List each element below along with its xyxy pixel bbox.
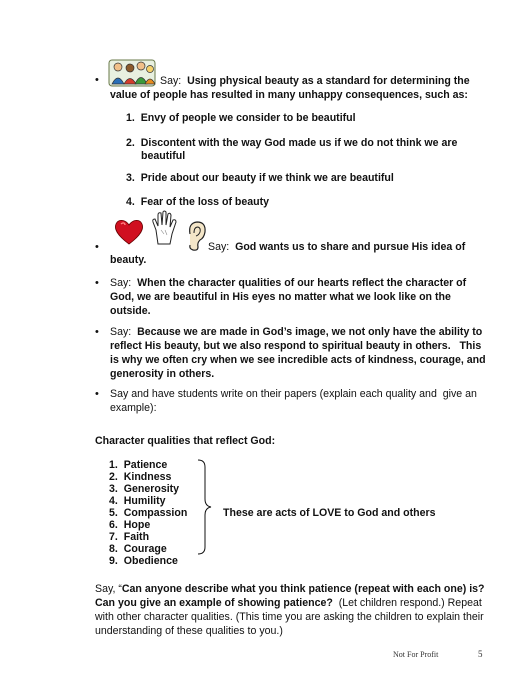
bullet1-line2: value of people has resulted in many unhappy consequences, such as:	[110, 89, 468, 101]
closing-line4: understanding of these qualities to you.)	[95, 625, 283, 637]
list-item: 5. Compassion	[109, 507, 188, 519]
list-item: 3. Pride about our beauty if we think we are beautiful	[126, 172, 394, 184]
hand-icon	[150, 210, 180, 246]
list-item: 4. Humility	[109, 495, 166, 507]
bullet: •	[95, 74, 99, 86]
bullet3-line3: outside.	[110, 305, 151, 317]
qualities-heading: Character qualities that reflect God:	[95, 435, 276, 447]
bullet4-line4: generosity in others.	[110, 368, 215, 380]
bullet1-line1: Say: Using physical beauty as a standard for determining the	[160, 75, 470, 87]
bullet4-line3: is why we often cry when we see incredible acts of kindness, courage, and	[110, 354, 486, 366]
closing-line3: with other character qualities. (This time you are asking the children to explain their	[95, 611, 484, 623]
bullet2-line2: beauty.	[110, 254, 147, 266]
heart-icon	[113, 218, 145, 246]
people-group-icon	[108, 58, 156, 88]
bullet4-line2: reflect His beauty, but we also respond to spiritual beauty in others. This	[110, 340, 482, 352]
closing-line2: Can you give an example of showing patience? (Let children respond.) Repeat	[95, 597, 482, 609]
bullet: •	[95, 388, 99, 400]
list-item: 6. Hope	[109, 519, 151, 531]
love-note: These are acts of LOVE to God and others	[223, 507, 436, 519]
bullet3-line1: Say: When the character qualities of our hearts reflect the character of	[110, 277, 467, 289]
list-item: 7. Faith	[109, 531, 150, 543]
list-item: 9. Obedience	[109, 555, 178, 567]
bullet5-line1: Say and have students write on their papers (explain each quality and give an	[110, 388, 477, 400]
ear-icon	[184, 220, 208, 252]
bullet: •	[95, 326, 99, 338]
list-item-continuation: beautiful	[141, 150, 186, 162]
bullet: •	[95, 241, 99, 253]
curly-brace	[196, 459, 212, 555]
list-item: 4. Fear of the loss of beauty	[126, 196, 270, 208]
list-item: 8. Courage	[109, 543, 167, 555]
list-item: 1. Patience	[109, 459, 168, 471]
list-item: 2. Discontent with the way God made us if we do not think we are	[126, 137, 458, 149]
bullet3-line2: God, we are beautiful in His eyes no matter what we look like on the	[110, 291, 451, 303]
bullet2-line1: Say: God wants us to share and pursue His idea of	[208, 241, 466, 253]
bullet5-line2: example):	[110, 402, 157, 414]
footer-label: Not For Profit	[393, 650, 439, 659]
list-item: 1. Envy of people we consider to be beautiful	[126, 112, 356, 124]
bullet4-line1: Say: Because we are made in God’s image, we not only have the ability to	[110, 326, 483, 338]
page-number: 5	[478, 649, 483, 659]
bullet: •	[95, 277, 99, 289]
closing-line1: Say, “Can anyone describe what you think patience (repeat with each one) is?	[95, 583, 485, 595]
list-item: 3. Generosity	[109, 483, 180, 495]
list-item: 2. Kindness	[109, 471, 172, 483]
